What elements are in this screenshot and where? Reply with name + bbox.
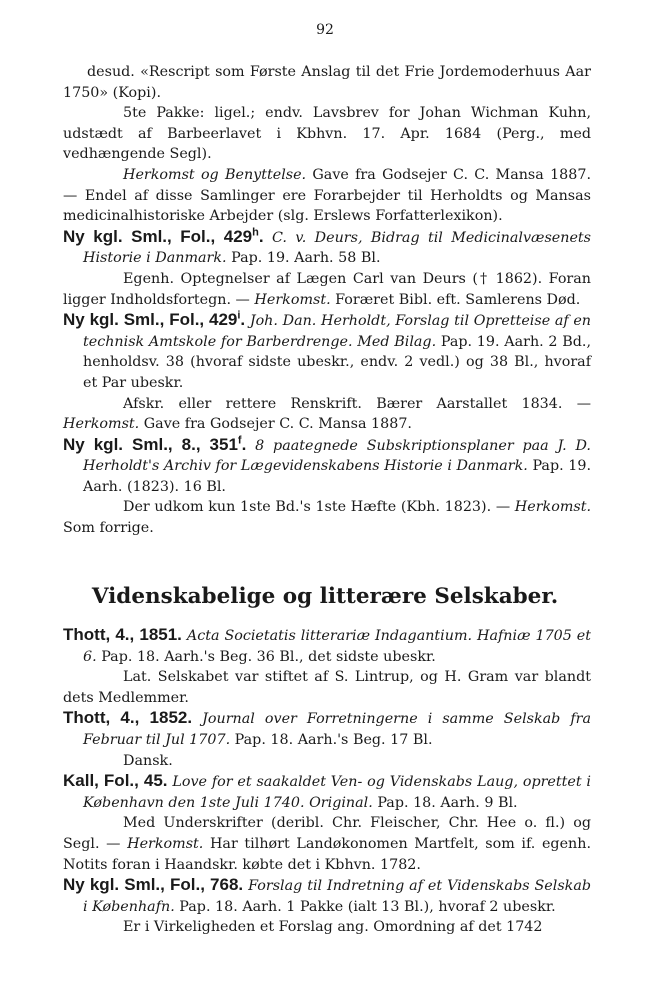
shelfmark-text: Ny kgl. Sml., Fol., 429 xyxy=(63,310,238,330)
italic-label: Herkomst. xyxy=(514,499,591,516)
entry-title: Acta Societatis litterariæ Indagantium. Hafniæ 1705 et 6. xyxy=(83,628,592,665)
shelfmark-text: Thott, 4., 1852. xyxy=(63,708,193,728)
catalog-entry xyxy=(63,435,591,498)
catalog-entry xyxy=(63,708,591,750)
shelfmark: Ny kgl. Sml., 8., 351$^f$. xyxy=(63,434,247,454)
shelfmark-text: Ny kgl. Sml., 8., 351 xyxy=(63,434,238,454)
entry-paragraph xyxy=(63,269,591,310)
shelfmark-text: Kall, Fol., 45. xyxy=(63,771,168,791)
entry-paragraph xyxy=(63,165,591,227)
entry-title: C. v. Deurs, Bidrag til Medicinalvæsenets Historie i Danmark. xyxy=(83,229,592,267)
italic-label: Herkomst. xyxy=(63,416,140,433)
catalog-entry xyxy=(63,227,591,269)
entry-description: Pap. 18. Aarh. 1 Pakke (ialt 13 Bl.), hvoraf 2 ubeskr. xyxy=(174,898,556,915)
entry-description: Pap. 18. Aarh.'s Beg. 36 Bl., det sidste ubeskr. xyxy=(96,648,436,665)
entry-paragraph xyxy=(63,497,591,538)
entry-title: Joh. Dan. Herholdt, Forslag til Opretteise af en technisk Amtskole for Barberdrenge. Med Bilag. xyxy=(83,313,592,350)
paragraph-text: Dansk. xyxy=(123,752,173,769)
shelfmark-suffix: i xyxy=(237,309,241,322)
entry-title: Journal over Forretningerne i samme Selskab fra Februar til Jul 1707. xyxy=(83,711,592,748)
paragraph-text: Lat. Selskabet var stiftet af S. Lintrup, og H. Gram var blandt dets Medlemmer. xyxy=(63,669,591,706)
paragraph-text: Som forrige. xyxy=(63,520,154,537)
shelfmark xyxy=(63,625,182,644)
entry-paragraph xyxy=(63,917,591,938)
paragraph-text: 5te Pakke: ligel.; endv. Lavsbrev for Johan Wichman Kuhn, udstædt af Barbeerlavet i Kbhvn. 17. Apr. 1684 (Perg., med vedhængende Segl). xyxy=(63,105,591,163)
entry-paragraph xyxy=(63,813,591,875)
paragraph-text: Gave fra Godsejer C. C. Mansa 1887. — Endel af disse Samlinger ere Forarbejder til Herholdts og Mansas medicinalhistoriske Arbejder (slg. Erslews Forfatterlexikon). xyxy=(63,166,591,225)
entry-paragraph xyxy=(63,751,591,772)
entry-paragraph xyxy=(63,394,591,435)
shelfmark: Ny kgl. Sml., Fol., 429$^h$. xyxy=(63,226,264,246)
catalog-entry xyxy=(63,771,591,813)
shelfmark: Ny kgl. Sml., Fol., 429$^i$. xyxy=(63,309,246,330)
catalog-block-top xyxy=(63,62,591,539)
shelfmark-text: Ny kgl. Sml., Fol., 768. xyxy=(63,875,244,895)
entry-description: Pap. 19. Aarh. (1823). 16 Bl. xyxy=(83,458,591,495)
shelfmark-suffix: f xyxy=(237,434,242,447)
italic-label: Herkomst. xyxy=(254,291,331,308)
shelfmark-suffix: h xyxy=(252,226,259,239)
entry-paragraph xyxy=(63,62,591,103)
paragraph-text: Er i Virkeligheden et Forslag ang. Omordning af det 1742 xyxy=(123,919,543,936)
shelfmark xyxy=(63,875,243,894)
catalog-entry xyxy=(63,875,591,917)
paragraph-text: Der udkom kun 1ste Bd.'s 1ste Hæfte (Kbh. 1823). — xyxy=(123,499,515,516)
entry-paragraph xyxy=(63,667,591,708)
shelfmark-text: Thott, 4., 1851. xyxy=(63,625,182,644)
italic-label: Herkomst. xyxy=(127,835,204,852)
italic-label: Herkomst og Benyttelse. xyxy=(123,166,307,183)
entry-description: Pap. 19. Aarh. 2 Bd., henholdsv. 38 (hvoraf sidste ubeskr., endv. 2 vedl.) og 38 Bl., hvoraf et Par ubeskr. xyxy=(83,333,591,391)
paragraph-text: Gave fra Godsejer C. C. Mansa 1887. xyxy=(139,416,412,433)
page-number: 92 xyxy=(316,22,334,38)
entry-description: Pap. 18. Aarh.'s Beg. 17 Bl. xyxy=(230,731,433,748)
catalog-block-bottom xyxy=(63,625,591,938)
entry-description: Pap. 18. Aarh. 9 Bl. xyxy=(372,794,518,811)
paragraph-text: desud. «Rescript som Første Anslag til det Frie Jordemoderhuus Aar 1750» (Kopi). xyxy=(63,64,591,101)
paragraph-text: Egenh. Optegnelser af Lægen Carl van Deurs († 1862). Foran ligger Indholdsfortegn. — xyxy=(63,270,591,308)
shelfmark xyxy=(63,708,192,727)
entry-title: Love for et saakaldet Ven- og Videnskabs Laug, oprettet i København den 1ste Juli 1740. Original. xyxy=(83,774,591,811)
entry-title: 8 paategnede Subskriptionsplaner paa J. D. Herholdt's Archiv for Lægevidenskabens Historie i Danmark. xyxy=(83,437,591,475)
section-heading: Videnskabelige og litterære Selskaber. xyxy=(91,584,559,609)
shelfmark-text: Ny kgl. Sml., Fol., 429 xyxy=(63,226,253,246)
catalog-entry xyxy=(63,625,591,667)
paragraph-text: Foræret Bibl. eft. Samlerens Død. xyxy=(330,291,581,308)
entry-paragraph xyxy=(63,103,591,165)
paragraph-text: Afskr. eller rettere Renskrift. Bærer Aarstallet 1834. — xyxy=(123,395,591,412)
shelfmark xyxy=(63,771,168,790)
catalog-entry xyxy=(63,310,591,393)
paragraph-text: Har tilhørt Landøkonomen Martfelt, som if. egenh. Notits foran i Haandskr. købte det i Kbhvn. 1782. xyxy=(63,835,591,873)
entry-title: Forslag til Indretning af et Videnskabs Selskab i Københafn. xyxy=(83,878,592,915)
paragraph-text: Med Underskrifter (deribl. Chr. Fleischer, Chr. Hee o. fl.) og Segl. — xyxy=(63,815,591,852)
entry-description: Pap. 19. Aarh. 58 Bl. xyxy=(226,250,381,267)
